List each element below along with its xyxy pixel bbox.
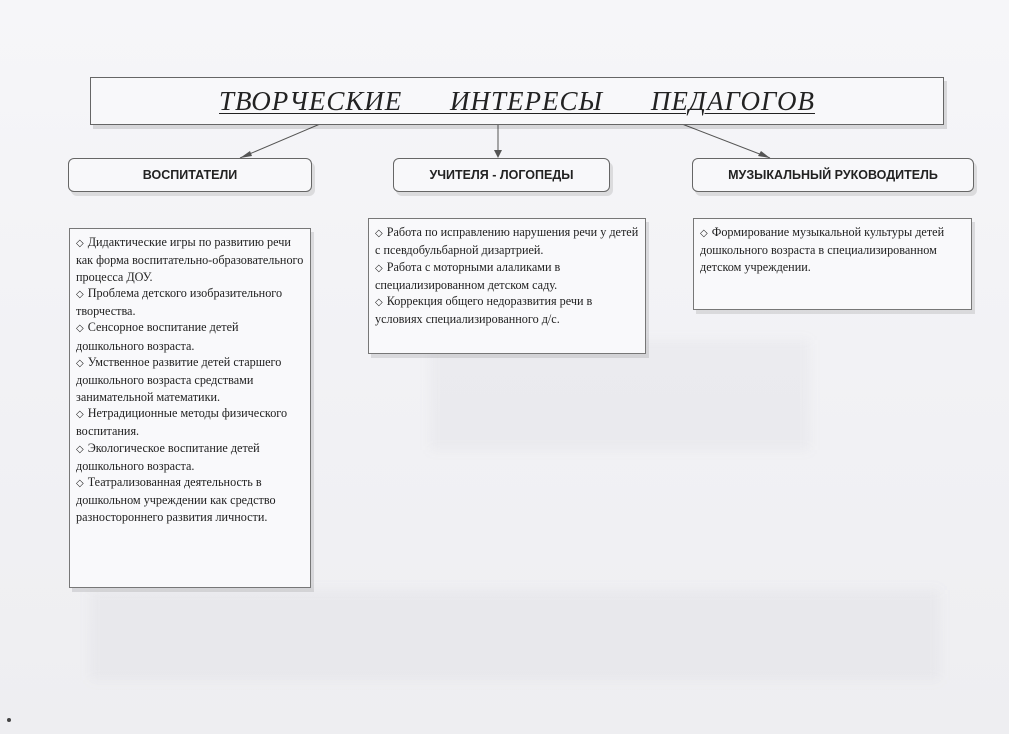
connector-line-left bbox=[240, 124, 320, 158]
list-item: ◇ Театрализованная деятельность в дошкольном учреждении как средство разностороннего развития личности. bbox=[76, 475, 276, 524]
arrowhead-right bbox=[758, 151, 770, 158]
arrowhead-left bbox=[240, 151, 252, 158]
diamond-bullet-icon: ◇ bbox=[76, 358, 84, 370]
list-item: ◇ Нетрадиционные методы физического воспитания. bbox=[76, 405, 288, 439]
diamond-bullet-icon: ◇ bbox=[76, 238, 84, 249]
diagram-title-box bbox=[90, 77, 944, 125]
diagram-title: ТВОРЧЕСКИЕ ИНТЕРЕСЫ ПЕДАГОГОВ bbox=[219, 85, 815, 116]
diamond-bullet-icon: ◇ bbox=[375, 262, 383, 274]
diamond-bullet-icon: ◇ bbox=[76, 323, 84, 335]
list-uchitelya-logopedy bbox=[368, 218, 646, 354]
arrowhead-center bbox=[494, 150, 502, 158]
list-item: ◇ Работа по исправлению нарушения речи у детей с псевдобульбарной дизартрией. bbox=[375, 225, 639, 258]
diamond-bullet-icon: ◇ bbox=[700, 228, 708, 239]
list-item: ◇ Работа с моторными алаликами в специализированном детском саду. bbox=[375, 259, 561, 292]
list-vospitateli bbox=[69, 228, 311, 588]
header-uchitelya-logopedy bbox=[393, 158, 610, 192]
diamond-bullet-icon: ◇ bbox=[76, 288, 84, 300]
list-item: ◇ Дидактические игры по развитию речи как форма воспитательно-образовательного процесса ДОУ. bbox=[76, 235, 304, 284]
list-item: ◇ Проблема детского изобразительного творчества. bbox=[76, 285, 283, 319]
connector-line-right bbox=[682, 124, 770, 158]
diamond-bullet-icon: ◇ bbox=[76, 443, 84, 455]
scan-dot bbox=[7, 718, 11, 722]
list-item: ◇ Формирование музыкальной культуры детей дошкольного возраста в специализированном детском учреждении. bbox=[700, 225, 945, 274]
diamond-bullet-icon: ◇ bbox=[375, 228, 383, 239]
diamond-bullet-icon: ◇ bbox=[76, 478, 84, 490]
header-label: МУЗЫКАЛЬНЫЙ РУКОВОДИТЕЛЬ bbox=[728, 168, 938, 182]
diamond-bullet-icon: ◇ bbox=[76, 408, 84, 420]
list-item: ◇ Умственное развитие детей старшего дошкольного возраста средствами занимательной математики. bbox=[76, 355, 282, 404]
list-item: ◇ Экологическое воспитание детей дошкольного возраста. bbox=[76, 440, 260, 473]
list-item: ◇ Коррекция общего недоразвития речи в условиях специализированного д/с. bbox=[375, 294, 593, 327]
header-muz-rukovoditel bbox=[692, 158, 974, 192]
header-vospitateli bbox=[68, 158, 312, 192]
diamond-bullet-icon: ◇ bbox=[375, 297, 383, 309]
header-label: ВОСПИТАТЕЛИ bbox=[142, 168, 238, 182]
list-item: ◇ Сенсорное воспитание детей дошкольного возраста. bbox=[76, 320, 239, 353]
header-label: УЧИТЕЛЯ - ЛОГОПЕДЫ bbox=[429, 168, 574, 182]
list-muz-rukovoditel bbox=[693, 218, 972, 310]
